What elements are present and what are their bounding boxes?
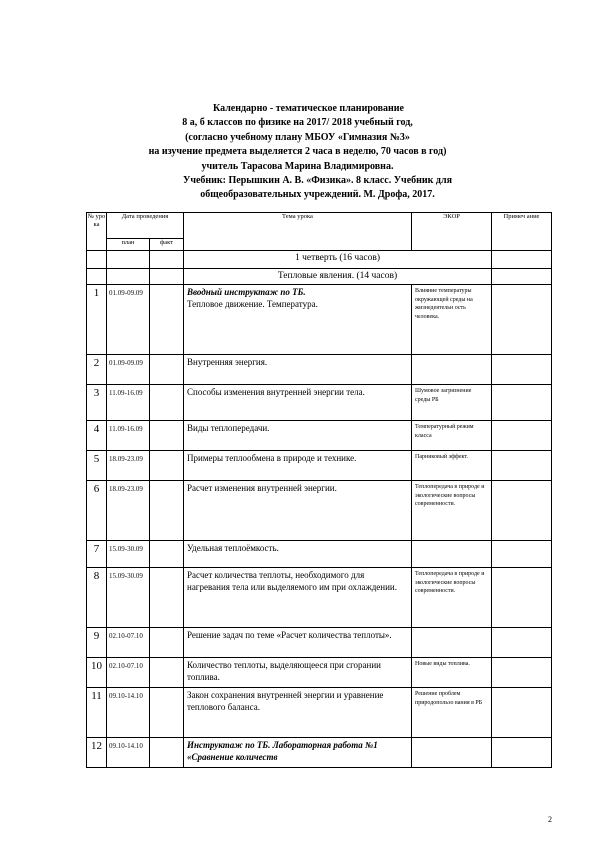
lesson-topic: Расчет изменения внутренней энергии. [187,483,337,493]
lesson-date: 09.10-14.10 [107,688,150,738]
lesson-date: 11.09-16.09 [107,385,150,421]
lesson-date: 02.10-07.10 [107,658,150,688]
table-row [87,568,552,628]
lesson-ekor [412,355,492,385]
header-publisher: общеобразовательных учреждений. М. Дрофа, 2017. [200,189,435,201]
header-topic: Тема урока [184,213,412,251]
table-row [87,541,552,568]
lesson-ekor [412,738,492,768]
table-row [87,285,552,355]
lesson-date: 01.09-09.09 [107,285,150,355]
lesson-topic-italic: Инструктаж по ТБ. Лабораторная работа №1 «Сравнение количеств [187,740,378,762]
lesson-number: 3 [87,385,107,421]
lesson-ekor: Шумовое загрязнение среды РБ [412,385,492,421]
table-row [87,451,552,481]
table-row [87,658,552,688]
header-classes: 8 а, б классов по физике на 2017/ 2018 учебный год, [182,117,413,129]
lesson-topic: Количество теплоты, выделяющееся при сгорании топлива. [187,660,381,682]
table-row [87,738,552,768]
lesson-ekor: Температурный режим класса [412,421,492,451]
lesson-ekor: Решение проблем природопользо вания в РБ [412,688,492,738]
lesson-topic: Решение задач по теме «Расчет количества теплоты». [187,630,392,640]
lesson-date: 15.09-30.09 [107,541,150,568]
header-ekor: ЭКОР [412,213,492,251]
lesson-plan-table [86,212,552,768]
lesson-number: 8 [87,568,107,628]
table-row [87,355,552,385]
lesson-ekor: Теплопередача в природе и экологические вопросы современности. [412,481,492,541]
lesson-date: 09.10-14.10 [107,738,150,768]
lesson-ekor: Парниковый эффект. [412,451,492,481]
lesson-topic: Способы изменения внутренней энергии тела. [187,387,365,397]
table-row [87,385,552,421]
quarter-title: 1 четверть (16 часов) [184,251,492,269]
lesson-ekor: Новые виды топлива. [412,658,492,688]
lesson-date: 18.09-23.09 [107,451,150,481]
page-number: 2 [548,815,552,824]
lesson-number: 1 [87,285,107,355]
section-title: Тепловые явления. (14 часов) [184,269,492,285]
lesson-number: 12 [87,738,107,768]
header-textbook: Учебник: Перышкин А. В. «Физика». 8 класс. Учебник для [182,175,452,187]
table-row [87,628,552,658]
header-plan: план [107,239,150,251]
lesson-ekor [412,628,492,658]
lesson-number: 7 [87,541,107,568]
table-row [87,481,552,541]
lesson-number: 5 [87,451,107,481]
lesson-number: 9 [87,628,107,658]
header-fact: факт [150,239,184,251]
table-row [87,688,552,738]
header-teacher: учитель Тарасова Марина Владимировна. [201,160,394,172]
lesson-topic: Примеры теплообмена в природе и технике. [187,453,357,463]
lesson-number: 6 [87,481,107,541]
table-row [87,421,552,451]
lesson-date: 01.09-09.09 [107,355,150,385]
header-hours: на изучение предмета выделяется 2 часа в неделю, 70 часов в год) [148,146,447,158]
header-plan-ref: (согласно учебному плану МБОУ «Гимназия №3» [185,131,410,143]
lesson-topic: Закон сохранения внутренней энергии и уравнение теплового баланса. [187,690,384,712]
lesson-number: 4 [87,421,107,451]
header-title: Календарно - тематическое планирование [212,103,404,114]
header-num: № уро ка [87,213,107,251]
lesson-topic: Виды теплопередачи. [187,423,270,433]
lesson-number: 10 [87,658,107,688]
lesson-ekor: Влияние температуры окружающей среды на жизнедеятельн ость человека. [412,285,492,355]
lesson-topic-italic: Вводный инструктаж по ТБ. [187,287,306,297]
header-note: Примеч ание [492,213,552,251]
lesson-ekor [412,541,492,568]
lesson-date: 02.10-07.10 [107,628,150,658]
header-date: Дата проведения [107,213,184,239]
lesson-ekor: Теплопередача в природе и экологические вопросы современности. [412,568,492,628]
lesson-topic: Тепловое движение. Температура. [187,298,318,309]
lesson-date: 11.09-16.09 [107,421,150,451]
lesson-topic: Расчет количества теплоты, необходимого для нагревания тела или выделяемого им при охлаждении. [187,570,397,592]
lesson-date: 18.09-23.09 [107,481,150,541]
lesson-topic: Внутренняя энергия. [187,357,268,367]
document-header [0,102,595,203]
lesson-topic: Удельная теплоёмкость. [187,543,279,553]
lesson-number: 2 [87,355,107,385]
lesson-number: 11 [87,688,107,738]
lesson-date: 15.09-30.09 [107,568,150,628]
